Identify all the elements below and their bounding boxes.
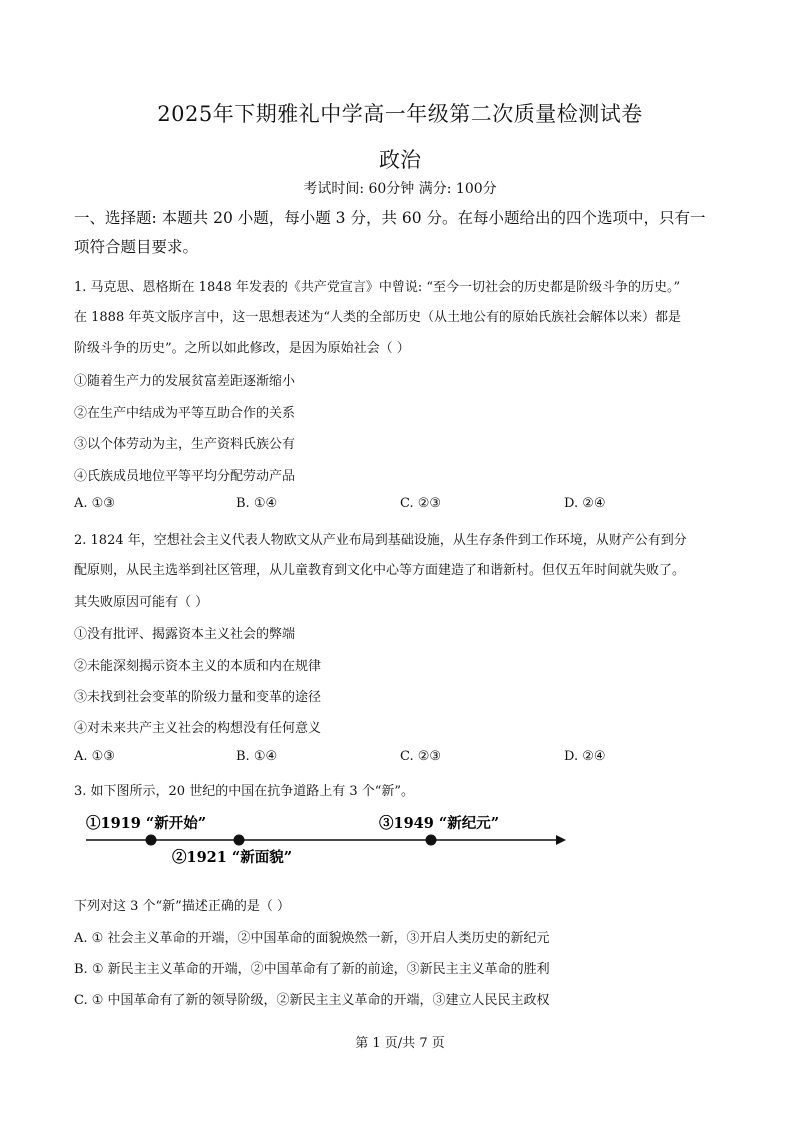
q3-option-b[interactable]: B. ① 新民主主义革命的开端，②中国革命有了新的前途，③新民主主义革命的胜利 [74,962,550,977]
q2-option-d[interactable]: D. ②④ [564,749,606,764]
q2-stem-line-2: 配原则，从民主选举到社区管理，从儿童教育到文化中心等方面建造了和谐新村。但仅五年时间就失败了。 [74,563,686,578]
section-instructions [74,204,734,262]
q3-stem: 3. 如下图所示，20 世纪的中国在抗争道路上有 3 个“新”。 [74,784,415,799]
q3-timeline [0,806,800,876]
q1-option-b[interactable]: B. ①④ [236,496,278,511]
q2-item: ④对未来共产主义社会的构想没有任何意义 [74,721,322,736]
q2-stem-line-1: 2. 1824 年，空想社会主义代表人物欧文从产业布局到基础设施，从生存条件到工作环境，从财产公有到分 [74,533,687,548]
q1-item: ②在生产中结成为平等互助合作的关系 [74,406,296,421]
q1-item: ④氏族成员地位平等平均分配劳动产品 [74,469,296,484]
q2-option-a[interactable]: A. ①③ [74,749,115,764]
exam-title: 2025年下期雅礼中学高一年级第二次质量检测试卷 [157,102,643,126]
timeline-point-1919 [146,835,157,846]
q2-option-c[interactable]: C. ②③ [400,749,442,764]
timeline-arrowhead [556,835,566,845]
q3-question: 下列对这 3 个“新”描述正确的是（ ） [74,899,290,914]
page-number: 第 1 页/共 7 页 [355,1036,445,1051]
q1-option-a[interactable]: A. ①③ [74,496,115,511]
q3-option-a[interactable]: A. ① 社会主义革命的开端，②中国革命的面貌焕然一新，③开启人类历史的新纪元 [74,931,550,946]
timeline-point-1949 [426,835,437,846]
q1-item: ①随着生产力的发展贫富差距逐渐缩小 [74,374,296,389]
q1-stem-line-1: 1. 马克思、恩格斯在 1848 年发表的《共产党宣言》中曾说: “至今一切社会的历史都是阶级斗争的历史。” [74,280,681,295]
q2-stem-line-3: 其失败原因可能有（ ） [74,595,209,610]
timeline-label-1949: ③1949 “新纪元” [379,815,500,832]
q1-stem-line-2: 在 1888 年英文版序言中，这一思想表述为“人类的全部历史（从土地公有的原始氏族社会解体以来）都是 [74,310,681,325]
timeline-point-1921 [234,835,245,846]
q1-stem-line-3: 阶级斗争的历史”。之所以如此修改，是因为原始社会（ ） [74,341,410,356]
timeline-label-1919: ①1919 “新开始” [86,815,207,832]
timeline-label-1921: ②1921 “新面貌” [172,849,293,866]
q2-item: ②未能深刻揭示资本主义的本质和内在规律 [74,659,322,674]
q1-option-d[interactable]: D. ②④ [564,496,606,511]
q1-option-c[interactable]: C. ②③ [400,496,442,511]
exam-subject: 政治 [379,148,421,172]
q1-item: ③以个体劳动为主，生产资料氏族公有 [74,437,296,452]
exam-meta: 考试时间: 60分钟 满分: 100分 [303,181,497,197]
section-line-1: 一、选择题: 本题共 20 小题，每小题 3 分，共 60 分。在每小题给出的四个选项中，只有一 [74,209,706,227]
q2-option-b[interactable]: B. ①④ [236,749,278,764]
q2-item: ③未找到社会变革的阶级力量和变革的途径 [74,690,322,705]
q3-option-c[interactable]: C. ① 中国革命有了新的领导阶级，②新民主主义革命的开端，③建立人民民主政权 [74,993,550,1008]
q2-item: ①没有批评、揭露资本主义社会的弊端 [74,627,296,642]
section-line-2: 项符合题目要求。 [74,238,199,256]
